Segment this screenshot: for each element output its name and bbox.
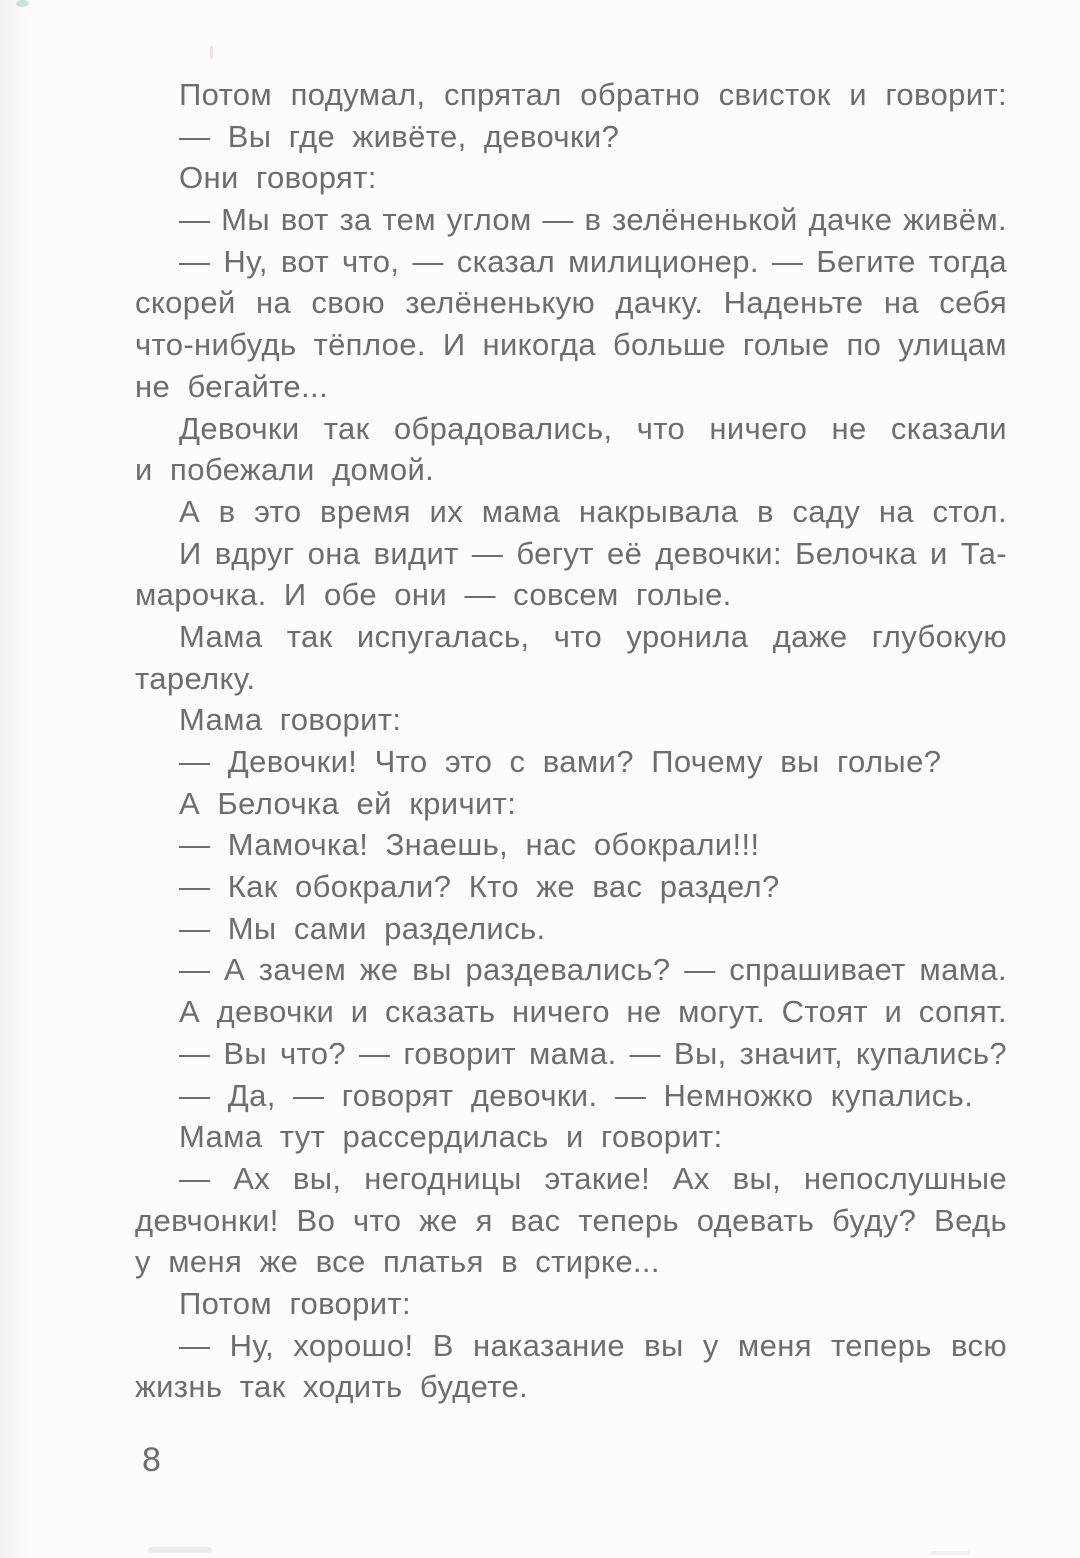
text-line: Мама тут рассердилась и говорит: <box>179 1119 723 1155</box>
text-line: А в это время их мама накрывала в саду на стол. <box>179 493 1007 529</box>
text-line: А Белочка ей кричит: <box>179 785 517 821</box>
text-line: — Девочки! Что это с вами? Почему вы голые? <box>179 744 942 779</box>
text-line: Они говорят: <box>179 160 377 196</box>
text-line: — Ну, хорошо! В наказание вы у меня теперь всю <box>179 1327 1007 1363</box>
scan-artifact-speck <box>210 46 213 59</box>
scan-left-edge-shadow <box>0 0 28 1558</box>
text-line: — Ах вы, негодницы этакие! Ах вы, непослушные <box>179 1160 1007 1196</box>
scan-artifact-smudge <box>930 1551 970 1555</box>
text-line: не бегайте... <box>135 368 328 404</box>
text-line: марочка. И обе они — совсем голые. <box>135 577 732 613</box>
text-line: Девочки так обрадовались, что ничего не сказали <box>179 410 1007 446</box>
text-line: — Ну, вот что, — сказал милиционер. — Бегите тогда <box>179 243 1007 279</box>
text-line: Потом подумал, спрятал обратно свисток и говорит: <box>179 77 1007 112</box>
text-line: — А зачем же вы раздевались? — спрашивает мама. <box>179 952 1007 988</box>
page-number: 8 <box>142 1441 161 1479</box>
text-line: Мама говорит: <box>179 702 402 738</box>
text-line: — Мы вот за тем углом — в зелёненькой дачке живём. <box>179 202 1007 238</box>
text-line: Мама так испугалась, что уронила даже глубокую <box>179 618 1007 654</box>
text-line: тарелку. <box>135 660 256 696</box>
text-line: — Мы сами разделись. <box>179 910 546 946</box>
story-text-block <box>135 74 1007 1408</box>
text-line: что-нибудь тёплое. И никогда больше голые по улицам <box>135 327 1007 363</box>
text-line: жизнь так ходить будете. <box>135 1369 529 1405</box>
scan-artifact-speck <box>16 0 29 7</box>
text-line: скорей на свою зелёненькую дачку. Наденьте на себя <box>135 285 1007 321</box>
text-line: — Как обокрали? Кто же вас раздел? <box>179 869 780 905</box>
text-line: Потом говорит: <box>179 1285 412 1321</box>
scan-artifact-smudge <box>148 1547 212 1553</box>
text-line: и побежали домой. <box>135 452 435 488</box>
text-line: у меня же все платья в стирке... <box>135 1244 660 1280</box>
text-line: — Вы где живёте, девочки? <box>179 118 620 154</box>
text-line: девчонки! Во что же я вас теперь одевать буду? Ведь <box>135 1202 1007 1238</box>
text-line: — Мамочка! Знаешь, нас обокрали!!! <box>179 827 760 863</box>
text-line: И вдруг она видит — бегут её девочки: Белочка и Та- <box>179 535 1007 571</box>
text-line: А девочки и сказать ничего не могут. Стоят и сопят. <box>179 994 1007 1030</box>
text-line: — Да, — говорят девочки. — Немножко купались. <box>179 1077 974 1113</box>
text-line: — Вы что? — говорит мама. — Вы, значит, купались? <box>179 1035 1007 1071</box>
